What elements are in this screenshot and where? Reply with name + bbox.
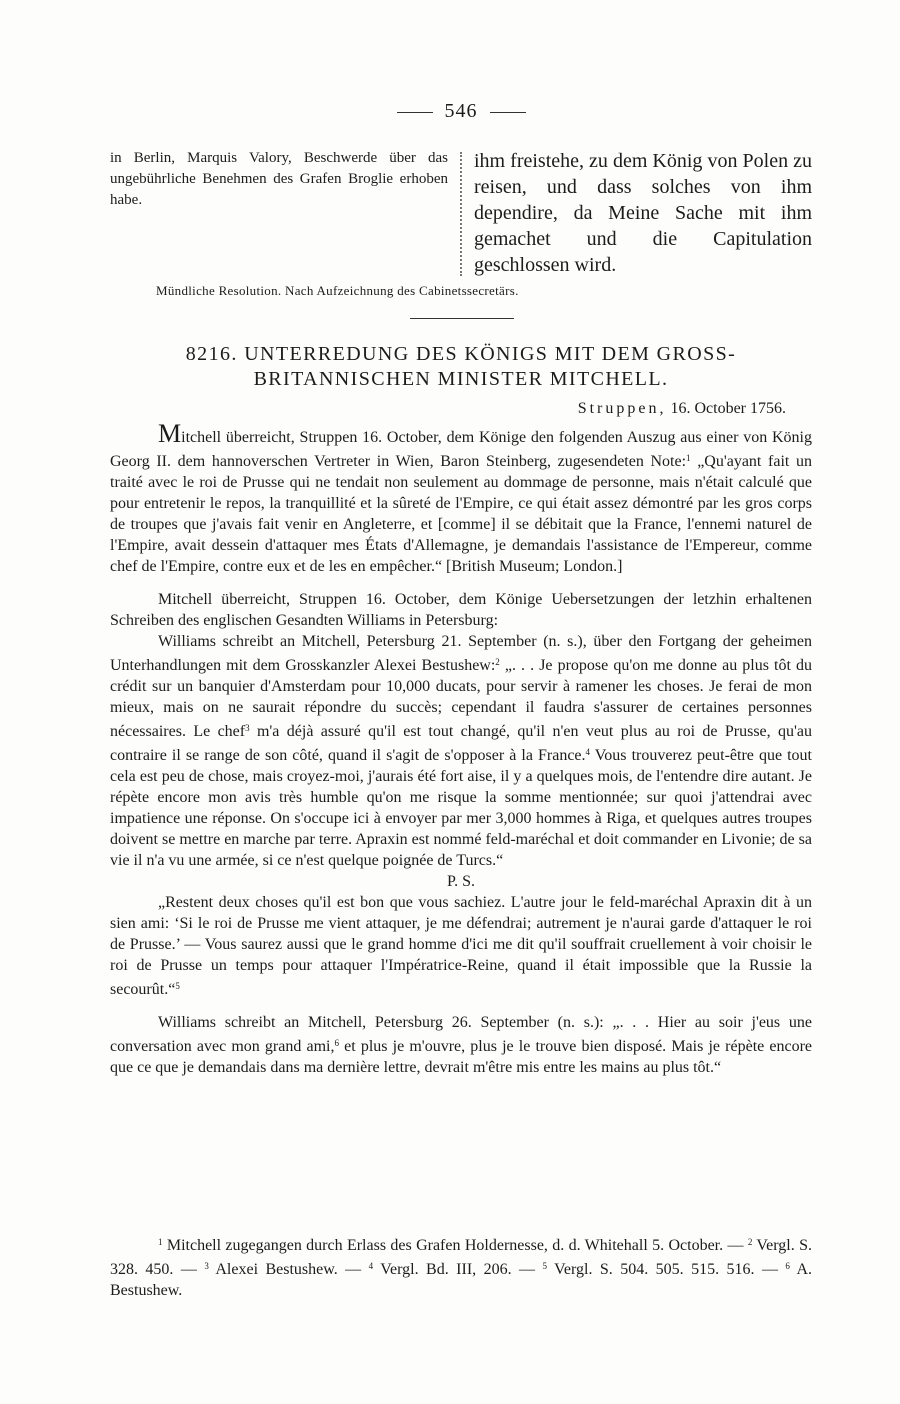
- footnote-2: Vergl. S. 328. 450. —: [110, 1237, 813, 1278]
- heading-title-1: UNTERREDUNG DES KÖNIGS MIT DEM GROSS-: [244, 343, 737, 365]
- footnotes-text: [110, 1232, 812, 1301]
- dateline: [110, 400, 786, 418]
- document-body: [110, 419, 813, 1078]
- heading-line-1: [110, 342, 812, 367]
- footnote-ref-1: 1: [686, 453, 691, 463]
- paragraph-5-text-a: Williams schreibt an Mitchell, Petersburg 26. September (n. s.): „. . . Hier au soir j'eus une conversation avec mon grand ami,: [110, 1014, 812, 1055]
- footnote-ref-5: 5: [175, 981, 180, 991]
- footnote-ref-6: 6: [334, 1038, 340, 1048]
- left-column-text: in Berlin, Marquis Valory, Beschwerde über das ungebührliche Benehmen des Grafen Broglie erhoben habe.: [110, 150, 448, 208]
- section-rule: [410, 318, 514, 319]
- page-number-value: 546: [444, 100, 478, 122]
- footnote-num-3: 3: [204, 1261, 209, 1271]
- paragraph-3-text-a: Williams schreibt an Mitchell, Petersburg 21. September (n. s.), über den Fortgang der geheimen Unterhandlungen mit dem Grosskanzler Alexei Bestushew:: [110, 633, 812, 674]
- heading-title-2: BRITANNISCHEN MINISTER MITCHELL.: [253, 368, 669, 390]
- column-divider: [460, 152, 462, 276]
- paragraph-4: [110, 892, 812, 1000]
- paragraph-5-text-b: et plus je m'ouvre, plus je le trouve bien disposé. Mais je répète encore que ce que je demandais dans ma dernière lettre, devrait m'être mis entre les mains au plus tôt.“: [110, 1038, 813, 1076]
- paragraph-1-text-b: „Qu'ayant fait un traité avec le roi de Prusse qui ne tendait non seulement au dommage de personne, mais n'était calculé que pour entretenir le repos, la tranquillité et la sûreté de l'Empire, ce qui était assez démontré par les gros corps de troupes que j'avais fait venir en Angleterre, et [comme] il se débitait que la France, l'ennemi naturel de l'Empire, avait dessein d'attaquer mes États d'Allemagne, je demandais l'assistance de l'Empereur, comme chef de l'Empire, contre eux et de les en empêcher.“ [British Museum; London.]: [110, 453, 812, 575]
- two-column-continuation: [110, 148, 812, 276]
- right-column-text: ihm freistehe, zu dem König von Polen zu reisen, und dass solches von ihm dependire, da Meine Sache mit ihm gemachet und die Capitulation geschlossen wird.: [474, 150, 812, 276]
- dateline-date: 16. October 1756.: [670, 400, 786, 417]
- footnote-5: Vergl. S. 504. 505. 515. 516. —: [546, 1261, 786, 1278]
- paragraph-3-text-b: „. . . Je propose qu'on me donne au plus tôt du crédit sur un banquier d'Amsterdam pour 10,000 ducats, pour servir à ramener les choses. Je ferai de mon mieux, mais on ne saurait répondre du succès; cependant il faudra s'assurer de certaines personnes nécessaires. Le chef: [110, 657, 812, 740]
- ps-label: P. S.: [446, 873, 476, 890]
- footnote-num-4: 4: [368, 1261, 374, 1271]
- paragraph-5: [110, 1012, 812, 1078]
- page-number-dash-right: [490, 112, 526, 113]
- page-number: [110, 100, 812, 123]
- paragraph-4-text: „Restent deux choses qu'il est bon que vous sachiez. L'autre jour le feld-maréchal Apraxin dit à un sien ami: ‘Si le roi de Prusse me vient attaquer, je me défendrai; autrement je n'aurai garde d'attaquer le roi de Prusse.’ — Vous saurez aussi que le grand homme d'ici me dit qu'il souffrait cruellement à voir choisir le roi de Prusse un temps pour attaquer l'Impératrice-Reine, quand il était impossible que la Russie la secourût.“: [110, 894, 812, 998]
- drop-initial: M: [158, 419, 182, 448]
- footnote-num-5: 5: [542, 1261, 547, 1271]
- paragraph-2: Mitchell überreicht, Struppen 16. October, dem Könige Uebersetzungen der letzhin erhaltenen Schreiben des englischen Gesandten Williams in Petersburg:: [110, 591, 812, 629]
- paragraph-3-text-d: Vous trouverez peut-être que tout cela est peu de chose, mais croyez-moi, j'aurais été fort aise, il y a quelques mois, de l'entendre dire autant. Je répète encore mon avis très humble qu'on me risque la somme mentionnée; sur quoi j'attendrai avec impatience une réponse. On s'occupe ici à envoyer par mer 3,000 hommes à Riga, et quelques autres troupes doivent se mettre en marche par terre. Apraxin est nommé feld-maréchal et doit commander en Livonie; de sa vie il n'a vu une armée, si ce n'est quelque poignée de Turcs.“: [110, 747, 812, 869]
- paragraph-1-text-a: itchell überreicht, Struppen 16. October, dem Könige den folgenden Auszug aus einer von König Georg II. dem hannoverschen Vertreter in Wien, Baron Steinberg, zugesendeten Note:: [110, 429, 812, 470]
- heading-number: 8216.: [185, 343, 238, 365]
- footnote-ref-2: 2: [495, 657, 500, 667]
- footnote-4: Vergl. Bd. III, 206. —: [373, 1261, 543, 1278]
- resolution-note: Mündliche Resolution. Nach Aufzeichnung des Cabinetssecretärs.: [156, 283, 519, 298]
- footnote-num-6: 6: [785, 1261, 790, 1271]
- paragraph-3: [110, 631, 812, 871]
- paragraph-1: [110, 419, 812, 577]
- footnote-6: A. Bestushew.: [110, 1261, 813, 1299]
- footnote-ref-3: 3: [245, 723, 250, 733]
- footnote-num-2: 2: [747, 1237, 753, 1247]
- footnote-3: Alexei Bestushew. —: [208, 1261, 369, 1278]
- footnotes: [110, 1232, 812, 1301]
- footnote-num-1: 1: [158, 1237, 163, 1247]
- page-number-dash-left: [397, 112, 433, 113]
- footnote-1: Mitchell zugegangen durch Erlass des Grafen Holdernesse, d. d. Whitehall 5. October. —: [162, 1237, 748, 1254]
- paragraph-3-text-c: m'a déjà assuré qu'il est tout changé, qu'il n'en veut plus au roi de Prusse, qu'au contraire il se range de son côté, quand il s'agit de s'opposer à la France.: [110, 723, 812, 764]
- footnote-ref-4: 4: [585, 747, 591, 757]
- dateline-place: Struppen,: [577, 400, 667, 417]
- document-heading: [110, 342, 812, 392]
